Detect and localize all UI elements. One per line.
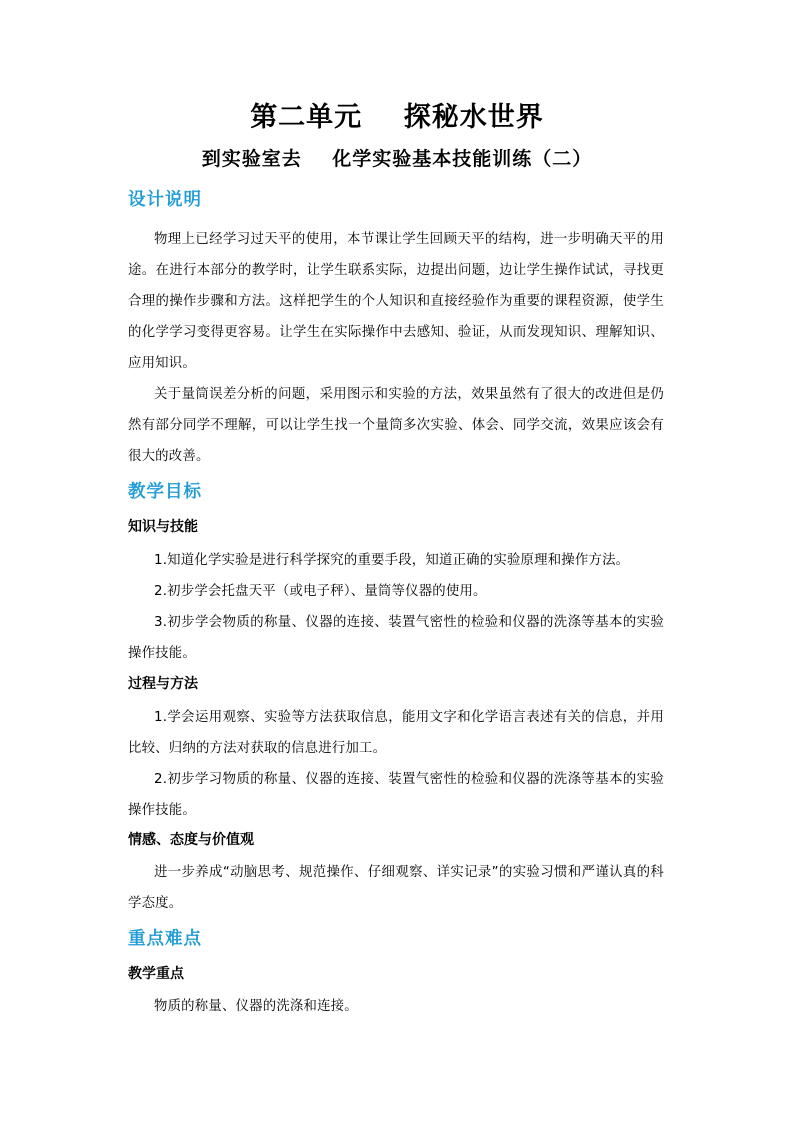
section-heading-goals: 教学目标	[128, 482, 202, 502]
design-paragraph-1: 物理上已经学习过天平的使用，本节课让学生回顾天平的结构，进一步明确天平的用途。在进行本部分的教学时，让学生联系实际，边提出问题，边让学生操作试试，寻找更合理的操作步骤和方法。这样把学生的个人知识和直接经验作为重要的课程资源，使学生的化学学习变得更容易。让学生在实际操作中去感知、验证，从而发现知识、理解知识、应用知识。	[128, 232, 664, 371]
subheading-knowledge-skills: 知识与技能	[128, 519, 198, 535]
design-paragraph-2: 关于量筒误差分析的问题，采用图示和实验的方法，效果虽然有了很大的改进但是仍然有部分同学不理解，可以让学生找一个量筒多次实验、体会、同学交流，效果应该会有很大的改善。	[128, 387, 664, 464]
subheading-process-method: 过程与方法	[128, 676, 198, 692]
knowledge-item-3: 3.初步学会物质的称量、仪器的连接、装置气密性的检验和仪器的洗涤等基本的实验操作技能。	[128, 615, 664, 661]
subheading-attitude-values: 情感、态度与价值观	[128, 832, 254, 848]
process-item-2: 2.初步学习物质的称量、仪器的连接、装置气密性的检验和仪器的洗涤等基本的实验操作技能。	[128, 772, 664, 818]
section-heading-key-points: 重点难点	[128, 929, 202, 949]
subheading-teaching-focus: 教学重点	[128, 966, 184, 982]
page-title: 第二单元 探秘水世界	[250, 102, 544, 133]
teaching-focus-item-1: 物质的称量、仪器的洗涤和连接。	[154, 999, 358, 1014]
knowledge-item-2: 2.初步学会托盘天平（或电子秤）、量筒等仪器的使用。	[154, 584, 487, 599]
process-item-1: 1.学会运用观察、实验等方法获取信息，能用文字和化学语言表述有关的信息，并用比较、归纳的方法对获取的信息进行加工。	[128, 710, 664, 756]
attitude-item-1: 进一步养成“动脑思考、规范操作、仔细观察、详实记录”的实验习惯和严谨认真的科学态度。	[128, 865, 664, 911]
section-heading-design: 设计说明	[128, 190, 202, 210]
knowledge-item-1: 1.知道化学实验是进行科学探究的重要手段，知道正确的实验原理和操作方法。	[154, 553, 630, 568]
page-subtitle: 到实验室去 化学实验基本技能训练（二）	[201, 148, 593, 170]
